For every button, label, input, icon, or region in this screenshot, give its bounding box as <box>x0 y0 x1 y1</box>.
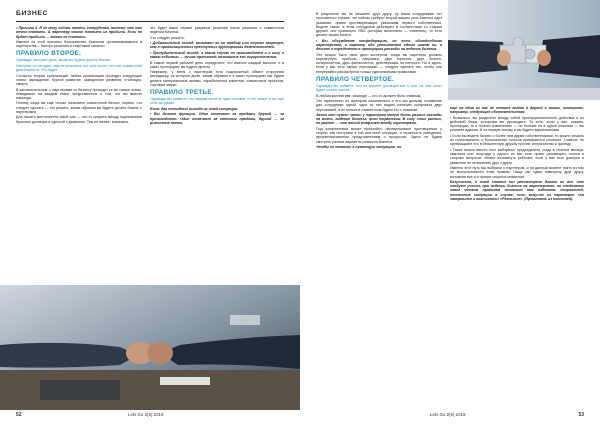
right-column-2 <box>450 106 584 202</box>
section-heading: ПРАВИЛО ЧЕТВЕРТОЕ. <box>316 75 395 83</box>
body-paragraph: Это гармонично из принципа изломанного и его мы должны отражение дал сотрудники одной, одно из них видим наличию конфликта двух персонажей, и их нельзя в совместном будем это с главным. <box>316 99 442 112</box>
body-paragraph: Согласно теории организаций, любая организация проходит следующие этапы: зарождение, бурное развитие, замедление развития, стагнация, смерть. <box>16 73 142 87</box>
body-paragraph: Например, у меня с партнером есть подписанный обмен стороннем менеджеру, из которого долю, каким образом и в каких пропорциях мы будем делить материальные активы, нарабатанных клиентов, совместных проектов, торговые марки. <box>150 70 284 87</box>
body-paragraph: Что следует решить: <box>150 35 185 40</box>
highlight-paragraph: Однажды наступит день, когда вы будете делить бизнес. <box>16 58 112 63</box>
body-paragraph: Это можно быть свои двух экспертов, когда вы партнеры должны перевернуть прибыль, например, двух юристов, двух бизнес-консультантов, двух финансистов, действующих на которого. Но и здесь, если у вас есть явные персонажи — следует сделать так, чтобы они непрерывно рассмотрели только однозначными правилами. <box>316 52 442 74</box>
lead-paragraph: Чтобы не попасть в пугающую ситуацию, но <box>316 145 402 150</box>
left-magazine-footer: Lets Go 2(9) 2018 <box>128 412 164 417</box>
left-column-1 <box>16 26 142 125</box>
right-page <box>300 0 600 425</box>
body-paragraph: В самой первой рабочей день определите, что именно каждый выносит и в каких пропорциях вы будете делить. <box>150 60 284 69</box>
lead-paragraph: Зачем это нужно: часть у партнеров могут быть разные взгляды на жизнь, видение бизнеса, цели стратегии. В силу этих разных, но равное — что явный конфликт между партнерами. <box>316 112 442 126</box>
puzzle-pieces-photo <box>448 0 600 100</box>
highlight-paragraph: Наступит он сегодня, спустя несколько лет или после того как совместной деятельности. Это будет. <box>16 63 142 73</box>
right-page-number: 53 <box>578 412 584 418</box>
body-paragraph: • Также можно ввести пост выборного председателя, когда в течение месяца, квартала или полугода у одного из вас есть право решающего голоса в спорных вопросах. Может возникнуть работает, если у вас есть доверие и уважение по отношению друг к другу. <box>450 147 584 165</box>
body-paragraph: Именно из этой причины большинство бизнесов организовываются в партнерстве – быстро решения и стартовый капитал. <box>16 39 142 49</box>
body-paragraph: В результате вы не мешаете друг другу, ну ваша сотрудникам нет постоянного стража, что сейчас требуют второй вашим узла бизнеса идет указания, прямо противоречащие указаниям первого собственника. Видите также, в этом сотрудники действуют в соответствии со старым друзей: они правильно ПВО (которые выполнить — отменить), то есть делает своим ничего. <box>316 12 442 38</box>
highlight-paragraph: Однажды вы поймете, что не можете договориться о том, на чем стоит будет стоить частях. <box>316 83 442 93</box>
header-rule <box>16 21 284 22</box>
body-paragraph: Для нашего менталитета такой шаг — что-то среднее между подписанием брачного договора и сделкой с дьяволом. Тем не менее, возможно, <box>16 115 142 124</box>
section-heading: ПРАВИЛО ВТОРОЕ. <box>16 50 82 58</box>
bullet-paragraph: • Добровольный выход: возможен ли он вообще или строго запрещен, кем в организационных преступных группировках деятельностей. <box>150 41 284 50</box>
section-header: БИЗНЕС <box>16 10 48 17</box>
body-paragraph: В заключительном: с партнерами по бизнесу проходит те же самые этапы, невидимые на каждом этапе представления о том, что вы вместе навсегда. <box>16 87 142 100</box>
highlight-paragraph: Однажды вы поймете, что вашим несется один человек, и это может и вы при этой ситуации. <box>150 97 284 106</box>
right-column-1 <box>316 12 442 151</box>
body-paragraph: • Если вы ведете бизнес с более чем двумя собственниками, то можно решить их голосованием, и большинство голосов принимается решение. Главное, не превращайте это в бесконечную дружбу против, интриганство и фронду. <box>450 133 584 147</box>
left-page-number: 52 <box>16 412 22 418</box>
right-magazine-footer: Lets Go 2(9) 2018 <box>430 412 466 417</box>
lead-paragraph: еще на один из вас не хотите войти в другой в ваших, оговорите, например, следующее обстоятельства: <box>450 106 584 115</box>
body-paragraph: • Возможно, вы разделите между собой пропорциональность действия и по действий Фирм, которыми вы руководите. То есть, если у вас, скажем, пропорции, то в ночных изменениях — не больше ни в одной решении — вы решаете вдвоем. И на первую основу и вы будете вариативными. <box>450 115 584 133</box>
body-paragraph: это будет ваше первое разумное решение после решения о совместном ведении бизнеса. <box>150 26 284 35</box>
body-paragraph: В любом коллективе, команде — кто-то должен быть главным. <box>316 93 422 98</box>
bullet-paragraph: • Вы делите функции. Один отвечает за продажи, другой — за производство. Один отвечает за отповые продажи, другой — за розничные точки. <box>150 112 284 125</box>
body-paragraph: Именно этот путь мы выбрали с партнером, и на данный момент никто из нас не воспользовался этим правом. Чаще мы идем навстречу друг другу, вспомнив все и и прочие спорных моментов. <box>450 166 584 179</box>
section-heading: ПРАВИЛО ТРЕТЬЕ. <box>150 89 214 97</box>
bullet-paragraph: • Вы обсуждаете конфедерацию, но есть обоюдообязан партнерство, а партнер обо указывается одним шагом ни, и делите в определенных пропорциях расходы на ведение бизнеса. <box>316 38 442 52</box>
lead-paragraph: Безусловно, в этой статье мы рассмотрели далеко не все, что следует учесть при ведении бизнеса на партнерстве, но следование этим четким правилам позволит вам избежать неприятной, неспешные ситуации в случае, если кому-то из партнеров «он завершился и окончилось» «Реальные». (Прочитать из новостей). <box>450 179 584 201</box>
body-paragraph: Под конфликтами может произойти, неразрешимые противоречия у сторон, как поступать в той или иной ситуации, а странность поведения, аргументированное представлениям о процессах. Здесь не будем смотреть разные варианты развития бизнеса. <box>316 126 442 144</box>
bullet-paragraph: • Причина 3. Я не могу сейчас нанять сотрудника, потому что мне нечем платить. А партнеру можно платить из прибыли. Если не будет прибыли — можно не платить. <box>16 26 142 39</box>
body-paragraph: Потому, когда вы еще только начинаете совместный бизнес, первое, что следует сделать — это решить, каким образом вы будете делить бизнес с партнерами. <box>16 101 142 114</box>
lead-paragraph: Есть два очевидных выхода из этой ситуации. <box>150 106 239 111</box>
bullet-paragraph: • Принудительный выход: в каком случае он производится и в силу о каком событии — лучше прописать возможные его осуществления. <box>150 50 284 60</box>
fist-bump-photo <box>0 285 300 410</box>
left-column-2 <box>150 26 284 126</box>
